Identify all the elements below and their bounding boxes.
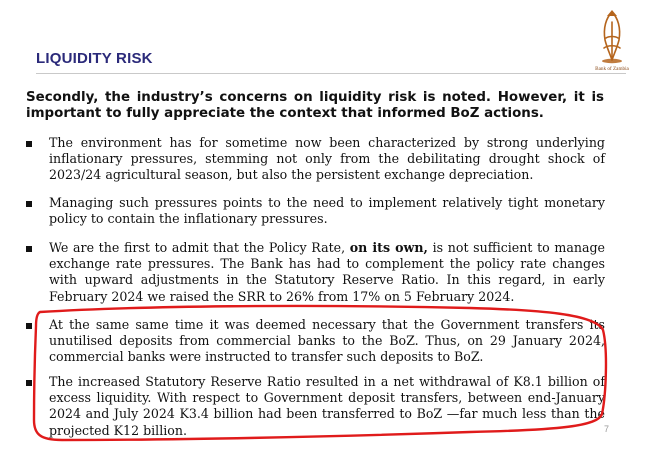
logo-label: Bank of Zambia — [595, 66, 629, 72]
bullet-square-icon — [26, 201, 32, 207]
bullet-text: Managing such pressures points to the need to implement relatively tight monetary policy to contain the inflationary pressures. — [49, 195, 605, 227]
bullet-square-icon — [26, 323, 32, 329]
bullet-text-end: is not sufficient to manage exchange rate pressures. The Bank has had to complement the policy rate changes with upward adjustments in the Statutory Reserve Ratio. In this regard, in early February 2024 we raised the SRR to 26% from 17% on 5 February 2024. — [49, 240, 605, 304]
slide-title: LIQUIDITY RISK — [36, 50, 153, 67]
bullet-text: At the same same time it was deemed necessary that the Government transfers its unutilised deposits from commercial banks to the BoZ. Thus, on 29 January 2024, commercial banks were instructed to transfer such deposits to BoZ. — [49, 317, 605, 365]
title-divider — [36, 73, 626, 74]
bullet-square-icon — [26, 380, 32, 386]
bullet-text: The environment has for sometime now been characterized by strong underlying inflationary pressures, stemming not only from the debilitating drought shock of 2023/24 agricultural season, but also the persistent exchange depreciation. — [49, 135, 605, 183]
bullet-text-emphasis: on its own, — [349, 240, 428, 255]
bank-of-zambia-logo — [588, 8, 636, 76]
page-number: 7 — [604, 424, 610, 434]
bullet-text: The increased Statutory Reserve Ratio resulted in a net withdrawal of K8.1 billion of excess liquidity. With respect to Government deposit transfers, between end-January 2024 and July 2024 K3.4 billion had been transferred to BoZ —far much less than the projected K12 billion. — [49, 374, 605, 438]
fish-eagle-emblem-icon — [588, 8, 636, 66]
intro-statement: Secondly, the industry’s concerns on liquidity risk is noted. However, it is important to fully appreciate the context that informed BoZ actions. — [26, 90, 604, 121]
bullet-text — [49, 240, 605, 305]
bullet-square-icon — [26, 141, 32, 147]
bullet-text-start: We are the first to admit that the Policy Rate, — [49, 240, 350, 255]
bullet-square-icon — [26, 246, 32, 252]
